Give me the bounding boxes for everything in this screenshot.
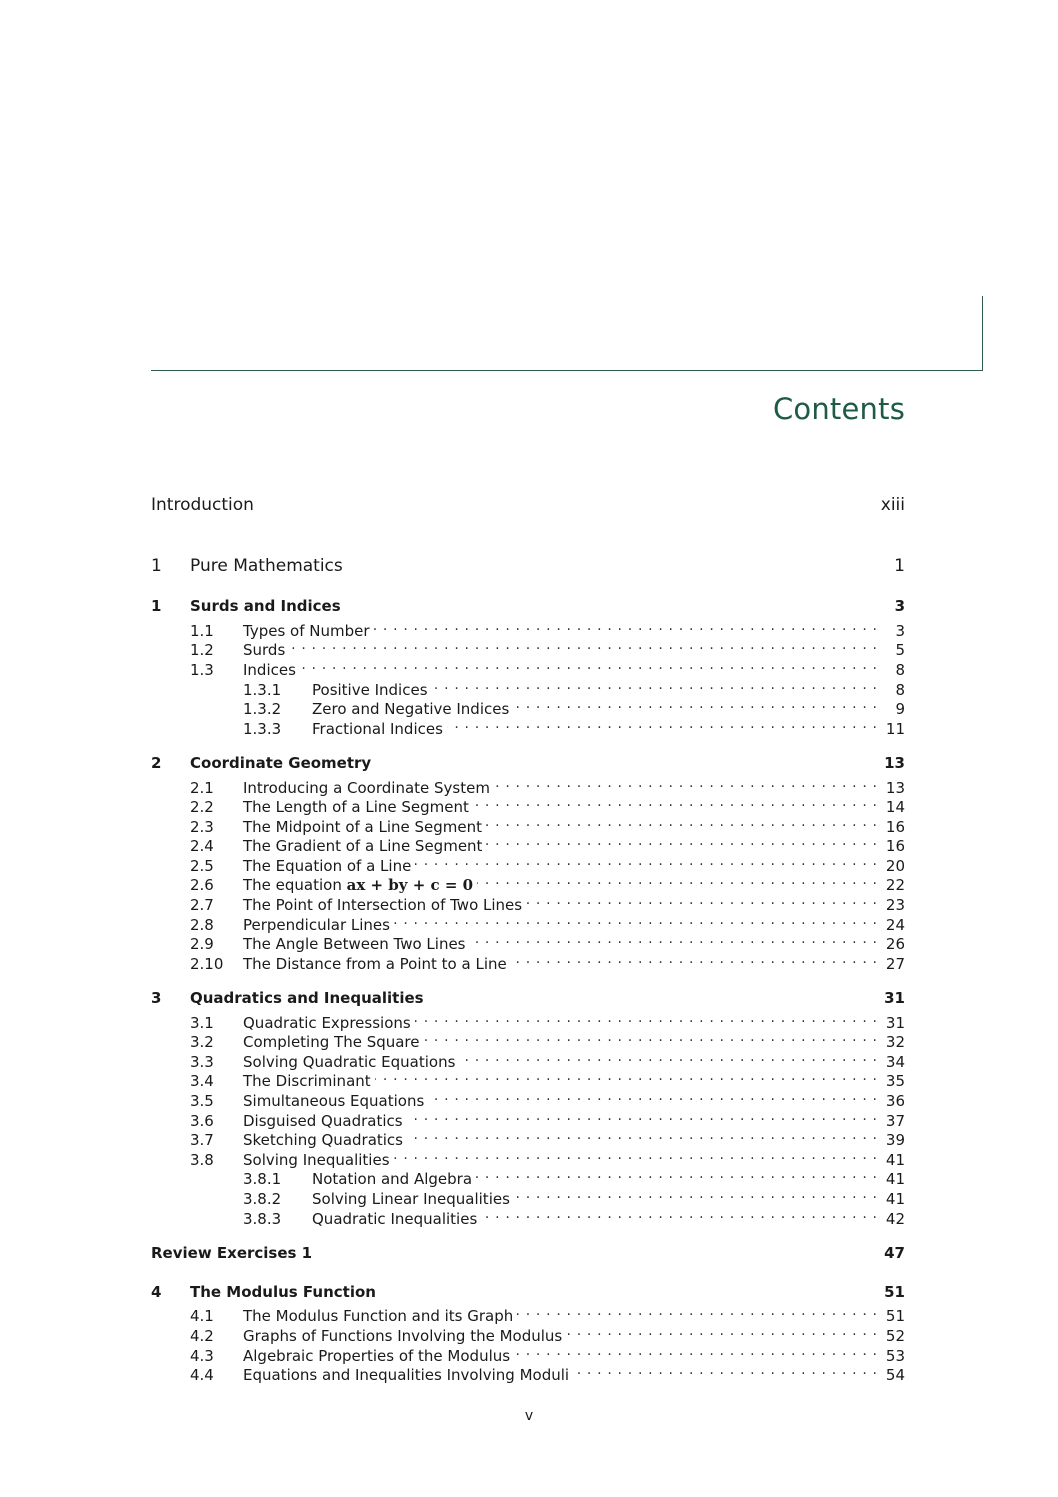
toc-entry-part[interactable]	[151, 495, 905, 515]
toc-entry-number: 3.7	[190, 1131, 214, 1149]
toc-entry-title: Quadratic Inequalities	[312, 1210, 478, 1228]
toc-entry-chapter[interactable]	[151, 596, 905, 616]
toc-entry-page: 34	[885, 1053, 905, 1071]
dot-leader	[394, 1145, 877, 1165]
toc-entry-title: Indices	[243, 661, 296, 679]
toc-entry-title: The Discriminant	[243, 1072, 371, 1090]
toc-entry-section[interactable]	[151, 851, 905, 875]
toc-entry-part[interactable]	[151, 556, 905, 576]
dot-leader	[517, 1301, 877, 1321]
toc-entry-section[interactable]	[151, 870, 905, 894]
toc-entry-number: 2.3	[190, 818, 214, 836]
toc-entry-number: 2.6	[190, 876, 214, 894]
toc-entry-title: Introduction	[151, 495, 254, 515]
toc-entry-page: 27	[885, 955, 905, 973]
toc-entry-section[interactable]	[151, 1086, 905, 1110]
toc-entry-section[interactable]	[151, 773, 905, 797]
toc-entry-subsection[interactable]	[151, 1184, 905, 1208]
dot-leader	[476, 1164, 877, 1184]
dot-leader	[513, 694, 877, 714]
toc-entry-number: 2	[151, 754, 162, 772]
toc-entry-section[interactable]	[151, 1125, 905, 1149]
toc-entry-page: 16	[885, 818, 905, 836]
toc-entry-title: Solving Linear Inequalities	[312, 1190, 510, 1208]
dot-leader	[289, 635, 877, 655]
toc-entry-subsection[interactable]	[151, 714, 905, 738]
toc-entry-page: 3	[894, 597, 905, 615]
toc-entry-title: Sketching Quadratics	[243, 1131, 403, 1149]
toc-entry-title: The Equation of a Line	[243, 857, 412, 875]
toc-entry-title: Introducing a Coordinate System	[243, 779, 490, 797]
toc-entry-number: 1.1	[190, 622, 214, 640]
dot-leader	[394, 910, 877, 930]
toc-entry-number: 3.8	[190, 1151, 214, 1169]
toc-entry-page: 5	[895, 641, 905, 659]
toc-entry-title: The Modulus Function	[190, 1283, 376, 1301]
toc-entry-title: Positive Indices	[312, 681, 428, 699]
dot-leader	[514, 1184, 877, 1204]
dot-leader	[473, 792, 877, 812]
dot-leader	[477, 870, 877, 890]
toc-entry-page: xiii	[880, 495, 905, 515]
header-rule-vertical	[982, 296, 983, 371]
toc-entry-page: 41	[885, 1170, 905, 1188]
toc-entry-title: Notation and Algebra	[312, 1170, 473, 1188]
toc-entry-chapter[interactable]	[151, 1243, 905, 1263]
toc-entry-section[interactable]	[151, 1008, 905, 1032]
toc-entry-title: Perpendicular Lines	[243, 916, 390, 934]
toc-entry-page: 1	[894, 556, 905, 576]
toc-entry-title: Disguised Quadratics	[243, 1112, 403, 1130]
toc-entry-page: 13	[884, 754, 905, 772]
toc-entry-number: 1.3.1	[243, 681, 282, 699]
toc-entry-number: 3.2	[190, 1033, 214, 1051]
toc-entry-page: 22	[885, 876, 905, 894]
toc-entry-title: Equations and Inequalities Involving Moduli	[243, 1366, 570, 1384]
toc-entry-page: 42	[885, 1210, 905, 1228]
toc-entry-subsection[interactable]	[151, 1164, 905, 1188]
toc-entry-title: Graphs of Functions Involving the Modulus	[243, 1327, 563, 1345]
toc-entry-title: Fractional Indices	[312, 720, 443, 738]
toc-entry-number: 1.3.2	[243, 700, 282, 718]
dot-leader	[415, 1008, 877, 1028]
toc-entry-math: ax + by + c = 0	[346, 876, 474, 894]
toc-entry-number: 1	[151, 597, 162, 615]
toc-entry-page: 51	[885, 1307, 905, 1325]
toc-entry-subsection[interactable]	[151, 694, 905, 718]
dot-leader	[459, 1047, 877, 1067]
dot-leader	[526, 890, 877, 910]
toc-entry-number: 4.1	[190, 1307, 214, 1325]
toc-entry-section[interactable]	[151, 831, 905, 855]
toc-entry-number: 3.6	[190, 1112, 214, 1130]
page-title: Contents	[772, 392, 905, 426]
toc-entry-page: 51	[884, 1283, 905, 1301]
toc-entry-page: 14	[885, 798, 905, 816]
toc-entry-page: 8	[895, 681, 905, 699]
toc-entry-page: 37	[885, 1112, 905, 1130]
toc-entry-number: 2.2	[190, 798, 214, 816]
toc-entry-page: 52	[885, 1327, 905, 1345]
dot-leader	[486, 812, 877, 832]
toc-entry-title: Completing The Square	[243, 1033, 420, 1051]
toc-entry-number: 2.5	[190, 857, 214, 875]
toc-entry-page: 41	[885, 1151, 905, 1169]
toc-entry-title: Algebraic Properties of the Modulus	[243, 1347, 511, 1365]
toc-entry-page: 20	[885, 857, 905, 875]
toc-entry-chapter[interactable]	[151, 1282, 905, 1302]
toc-entry-page: 39	[885, 1131, 905, 1149]
toc-entry-section[interactable]	[151, 812, 905, 836]
dot-leader	[428, 1086, 877, 1106]
toc-entry-page: 24	[885, 916, 905, 934]
toc-entry-section[interactable]	[151, 1360, 905, 1384]
toc-entry-number: 1	[151, 556, 162, 576]
toc-entry-page: 16	[885, 837, 905, 855]
toc-entry-number: 2.7	[190, 896, 214, 914]
toc-entry-subsection[interactable]	[151, 1204, 905, 1228]
toc-entry-section[interactable]	[151, 1106, 905, 1130]
dot-leader	[566, 1321, 877, 1341]
dot-leader	[407, 1125, 877, 1145]
toc-entry-title: Review Exercises 1	[151, 1244, 313, 1262]
toc-entry-title: Solving Inequalities	[243, 1151, 390, 1169]
toc-entry-chapter[interactable]	[151, 753, 905, 773]
toc-entry-section[interactable]	[151, 1145, 905, 1169]
toc-entry-title: Pure Mathematics	[190, 556, 343, 576]
toc-entry-section[interactable]	[151, 890, 905, 914]
toc-entry-page: 41	[885, 1190, 905, 1208]
dot-leader	[494, 773, 877, 793]
toc-entry-number: 4.2	[190, 1327, 214, 1345]
dot-leader	[511, 949, 877, 969]
toc-entry-number: 2.8	[190, 916, 214, 934]
dot-leader	[407, 1106, 877, 1126]
toc-entry-section[interactable]	[151, 616, 905, 640]
toc-entry-page: 35	[885, 1072, 905, 1090]
toc-entry-page: 8	[895, 661, 905, 679]
toc-entry-page: 31	[884, 989, 905, 1007]
toc-entry-title: Quadratic Expressions	[243, 1014, 411, 1032]
toc-entry-number: 3.1	[190, 1014, 214, 1032]
toc-entry-page: 13	[885, 779, 905, 797]
toc-entry-page: 11	[885, 720, 905, 738]
dot-leader	[374, 616, 877, 636]
toc-entry-title-text: The equation	[243, 876, 347, 894]
toc-entry-section[interactable]	[151, 1321, 905, 1345]
dot-leader	[375, 1066, 877, 1086]
toc-entry-section[interactable]	[151, 949, 905, 973]
toc-entry-page: 3	[895, 622, 905, 640]
dot-leader	[573, 1360, 877, 1380]
toc-entry-number: 2.9	[190, 935, 214, 953]
toc-entry-number: 1.2	[190, 641, 214, 659]
toc-entry-title: The Length of a Line Segment	[243, 798, 469, 816]
toc-entry-title: Surds and Indices	[190, 597, 341, 615]
toc-entry-page: 54	[885, 1366, 905, 1384]
toc-entry-title: Coordinate Geometry	[190, 754, 372, 772]
toc-entry-title: Quadratics and Inequalities	[190, 989, 424, 1007]
toc-entry-page: 53	[885, 1347, 905, 1365]
toc-entry-title: Zero and Negative Indices	[312, 700, 510, 718]
toc-entry-title: Surds	[243, 641, 286, 659]
dot-leader	[415, 851, 877, 871]
toc-entry-title: The Point of Intersection of Two Lines	[243, 896, 523, 914]
dot-leader	[514, 1341, 877, 1361]
toc-entry-section[interactable]	[151, 1047, 905, 1071]
page-number: v	[524, 1408, 534, 1424]
dot-leader	[486, 831, 877, 851]
toc-entry-title: The Distance from a Point to a Line	[243, 955, 507, 973]
header-rule-horizontal	[151, 370, 983, 371]
toc-entry-title: Types of Number	[243, 622, 370, 640]
toc-entry-title: Simultaneous Equations	[243, 1092, 425, 1110]
toc-entry-section[interactable]	[151, 792, 905, 816]
toc-entry-number: 3.3	[190, 1053, 214, 1071]
toc-entry-number: 2.1	[190, 779, 214, 797]
dot-leader	[470, 929, 878, 949]
toc-entry-number: 2.4	[190, 837, 214, 855]
toc-entry-page: 9	[895, 700, 905, 718]
toc-entry-title: The Modulus Function and its Graph	[243, 1307, 514, 1325]
dot-leader	[481, 1204, 877, 1224]
toc-entry-number: 4.4	[190, 1366, 214, 1384]
dot-leader	[447, 714, 877, 734]
toc-entry-number: 1.3	[190, 661, 214, 679]
dot-leader	[300, 655, 877, 675]
toc-entry-number: 3.8.2	[243, 1190, 282, 1208]
toc-entry-page: 36	[885, 1092, 905, 1110]
dot-leader	[432, 675, 877, 695]
toc-entry-page: 32	[885, 1033, 905, 1051]
toc-entry-number: 3.4	[190, 1072, 214, 1090]
toc-entry-section[interactable]	[151, 1027, 905, 1051]
toc-entry-number: 3	[151, 989, 162, 1007]
toc-entry-number: 4	[151, 1283, 162, 1301]
toc-entry-section[interactable]	[151, 1066, 905, 1090]
toc-entry-section[interactable]	[151, 929, 905, 953]
toc-entry-section[interactable]	[151, 655, 905, 679]
toc-entry-title: The Midpoint of a Line Segment	[243, 818, 483, 836]
toc-entry-number: 3.8.1	[243, 1170, 282, 1188]
toc-entry-section[interactable]	[151, 1341, 905, 1365]
toc-entry-number: 3.5	[190, 1092, 214, 1110]
toc-entry-title: The Angle Between Two Lines	[243, 935, 466, 953]
toc-entry-page: 23	[885, 896, 905, 914]
toc-entry-page: 47	[884, 1244, 905, 1262]
toc-entry-page: 26	[885, 935, 905, 953]
toc-entry-title: The Gradient of a Line Segment	[243, 837, 483, 855]
toc-entry-number: 3.8.3	[243, 1210, 282, 1228]
toc-entry-section[interactable]	[151, 635, 905, 659]
toc-entry-page: 31	[885, 1014, 905, 1032]
toc-entry-number: 4.3	[190, 1347, 214, 1365]
dot-leader	[424, 1027, 878, 1047]
toc-entry-number: 2.10	[190, 955, 224, 973]
toc-entry-section[interactable]	[151, 1301, 905, 1325]
toc-entry-title: Solving Quadratic Equations	[243, 1053, 456, 1071]
toc-entry-chapter[interactable]	[151, 988, 905, 1008]
toc-entry-section[interactable]	[151, 910, 905, 934]
toc-entry-number: 1.3.3	[243, 720, 282, 738]
toc-entry-subsection[interactable]	[151, 675, 905, 699]
